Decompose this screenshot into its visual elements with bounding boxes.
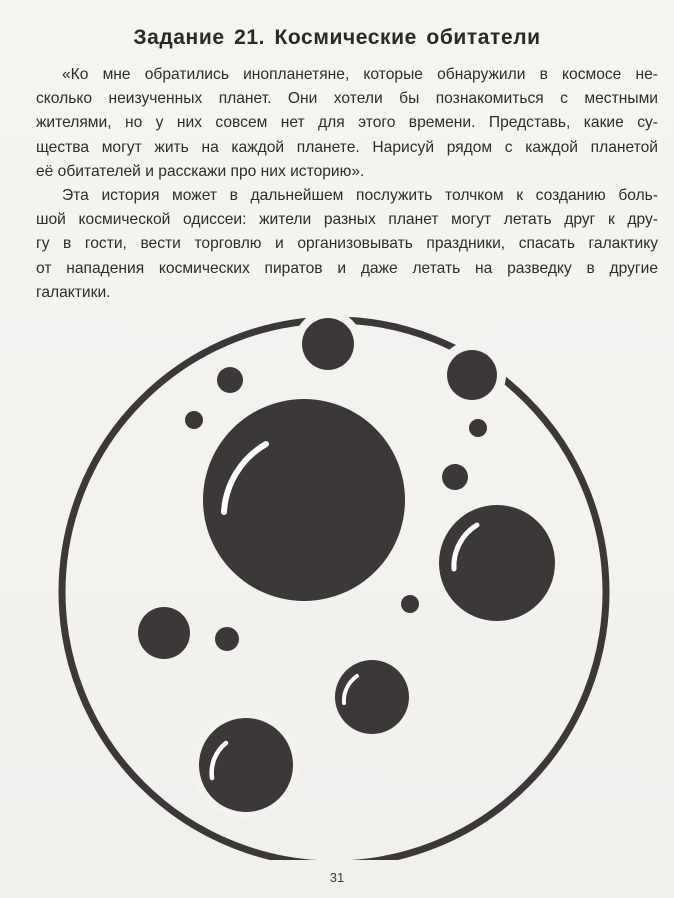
planet-tiny [401,595,419,613]
paragraph-line: галактики. [36,283,111,301]
intro-paragraph [36,63,658,184]
task-title: Задание 21. Космические обитатели [133,26,541,49]
planet-large [203,399,405,601]
paragraph-line: шой космической одиссеи: жители разных планет могут летать друг к дру- [36,211,658,229]
planet-small [138,607,190,659]
planet-small [442,464,468,490]
planet-top [302,318,354,370]
planet-small [215,627,239,651]
page-number: 31 [329,870,345,885]
space-illustration [0,300,674,860]
paragraph-line: Эта история может в дальнейшем послужить толчком к созданию боль- [62,187,658,204]
planet-tiny [185,411,203,429]
paragraph-line: жителями, но у них совсем нет для этого времени. Представь, какие су- [36,114,658,132]
planet-tiny [469,419,487,437]
paragraph-line: «Ко мне обратились инопланетяне, которые обнаружили в космосе не- [62,66,658,83]
planet-top-right [447,350,497,400]
explanation-paragraph [36,184,658,305]
paragraph-line: её обитателей и расскажи про них историю». [36,162,365,180]
paragraph-line: щества могут жить на каждой планете. Нарисуй рядом с каждой планетой [36,138,658,156]
paragraph-line: от нападения космических пиратов и даже летать на разведку в другие [36,259,658,277]
planet-small [217,367,243,393]
paragraph-line: сколько неизученных планет. Они хотели бы познакомиться с местными [36,90,658,108]
paragraph-line: гу в гости, вести торговлю и организовывать праздники, спасать галактику [36,235,658,253]
